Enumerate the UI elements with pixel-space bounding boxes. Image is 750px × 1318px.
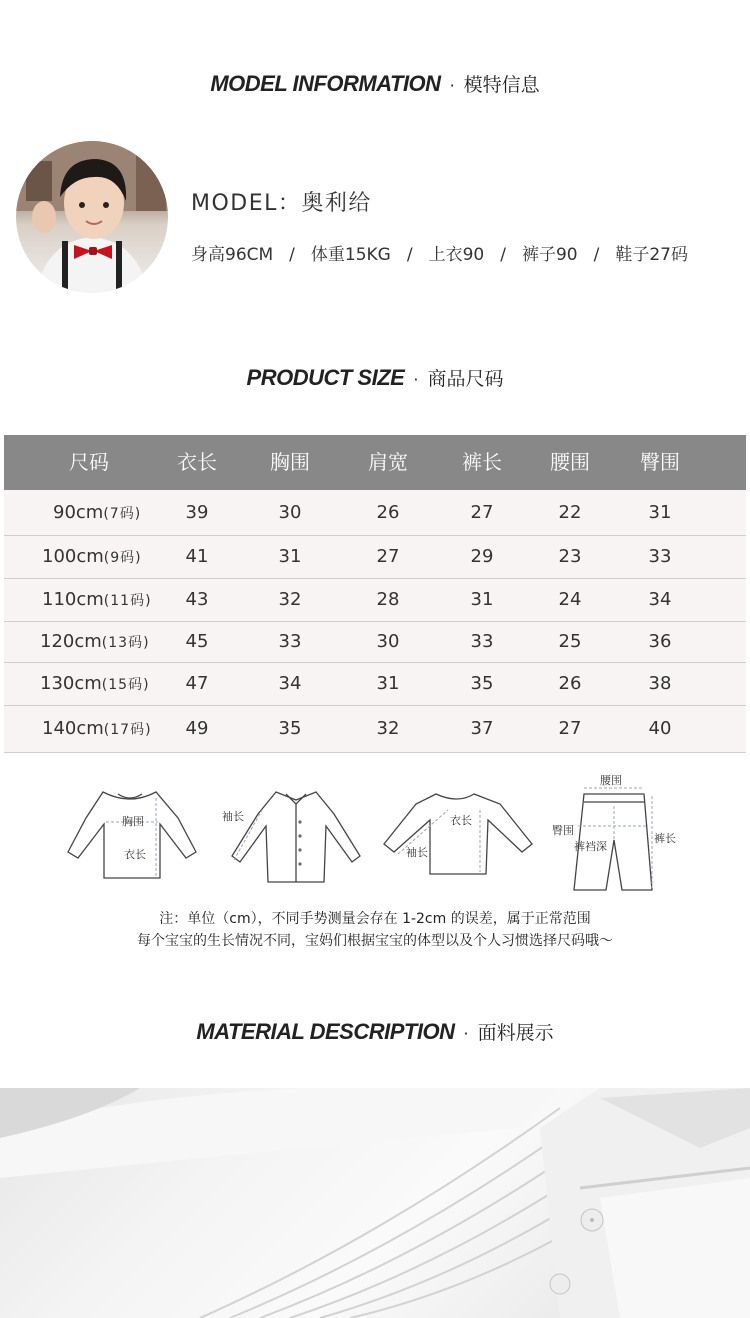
size-code: (13码) [101,635,150,651]
size-cell [42,536,142,579]
separator: / [500,245,506,265]
header-chest: 胸围 [270,450,310,474]
separator: / [289,245,295,265]
diagram-label-chest: 胸围 [122,815,144,828]
model-height: 身高96CM [191,245,274,265]
header-length: 衣长 [177,450,217,474]
measure-cell: 49 [185,718,209,739]
measure-cell: 38 [648,673,672,694]
size-cell [42,706,152,753]
measure-cell: 33 [470,631,494,652]
separator: / [406,245,413,265]
measure-cell: 31 [278,546,302,567]
measure-cell: 35 [278,718,302,739]
measure-cell: 34 [278,673,302,694]
header-hip: 臀围 [640,450,680,474]
measure-cell: 47 [185,673,209,694]
size-code: (7码) [103,506,142,522]
measure-cell: 34 [648,589,672,610]
size-cell [53,490,141,537]
diagram-label-rise: 裤裆深 [574,840,607,853]
size-value: 130cm [40,673,102,694]
measure-cell: 27 [470,502,494,523]
measure-cell: 33 [648,546,672,567]
model-top-size: 上衣90 [428,245,485,265]
diagram-label-length2: 衣长 [450,814,472,827]
measure-cell: 32 [278,589,302,610]
fabric-photo [0,1088,750,1318]
measure-cell: 24 [558,589,582,610]
title-dot: · [463,1024,469,1043]
model-section-title [0,70,750,97]
separator: / [593,245,600,265]
title-dot: · [413,370,419,389]
measure-cell: 32 [376,718,400,739]
size-notes [0,908,750,952]
size-title-en: PRODUCT SIZE [246,365,405,390]
size-cell [40,663,150,706]
measure-cell: 31 [648,502,672,523]
measure-cell: 43 [185,589,209,610]
size-value: 90cm [53,502,104,523]
measure-cell: 45 [185,631,209,652]
size-value: 110cm [42,589,104,610]
measurement-diagrams [0,770,750,895]
size-cell [42,579,152,622]
size-value: 120cm [40,631,102,652]
size-table [4,435,746,753]
model-photo [16,141,168,293]
title-dot: · [449,76,455,95]
measure-cell: 31 [470,589,494,610]
model-name: MODEL：奥利给 [191,191,372,216]
size-code: (11码) [103,593,152,609]
model-stats [191,240,688,265]
measure-cell: 31 [376,673,400,694]
note-line-1: 注：单位（cm），不同手势测量会存在 1-2cm 的误差，属于正常范围 [159,911,591,927]
table-row [4,490,746,536]
size-value: 100cm [42,546,104,567]
measure-cell: 35 [470,673,494,694]
model-shoe-size: 鞋子27码 [615,245,688,265]
measure-cell: 23 [558,546,582,567]
size-code: (15码) [101,677,150,693]
size-section-title [0,364,750,391]
measure-cell: 30 [278,502,302,523]
model-pants-size: 裤子90 [521,245,578,265]
table-row [4,622,746,663]
header-shoulder: 肩宽 [368,450,408,474]
measure-cell: 28 [376,589,400,610]
measure-cell: 36 [648,631,672,652]
diagram-label-sleeve2: 袖长 [406,846,428,859]
table-row [4,579,746,622]
size-code: (9码) [103,550,142,566]
measure-cell: 22 [558,502,582,523]
size-title-zh: 商品尺码 [427,368,504,390]
table-header [4,435,746,490]
tshirt-diagram [68,792,196,878]
diagram-label-length: 衣长 [124,848,146,861]
header-waist: 腰围 [550,450,590,474]
measure-cell: 33 [278,631,302,652]
header-size: 尺码 [69,450,109,474]
model-title-zh: 模特信息 [463,74,540,96]
measure-cell: 29 [470,546,494,567]
diagram-label-hip: 臀围 [552,824,574,837]
header-pants-length: 裤长 [462,450,502,474]
model-title-en: MODEL INFORMATION [210,71,441,96]
measure-cell: 40 [648,718,672,739]
table-row [4,536,746,579]
measure-cell: 39 [185,502,209,523]
diagram-label-pants-length: 裤长 [654,832,676,845]
material-section-title [0,1018,750,1045]
raglan-shirt-diagram [384,794,532,874]
model-weight: 体重15KG [310,245,391,265]
measure-cell: 41 [185,546,209,567]
table-row [4,663,746,706]
diagram-label-sleeve: 袖长 [222,810,244,823]
diagram-label-waist: 腰围 [600,774,622,787]
measure-cell: 26 [558,673,582,694]
measure-cell: 30 [376,631,400,652]
material-title-en: MATERIAL DESCRIPTION [196,1019,455,1044]
measure-cell: 27 [558,718,582,739]
material-title-zh: 面料展示 [477,1022,554,1044]
measure-cell: 27 [376,546,400,567]
note-line-2: 每个宝宝的生长情况不同，宝妈们根据宝宝的体型以及个人习惯选择尺码哦～ [137,933,613,949]
measure-cell: 37 [470,718,494,739]
measure-cell: 25 [558,631,582,652]
measure-cell: 26 [376,502,400,523]
size-value: 140cm [42,718,104,739]
size-code: (17码) [103,722,152,738]
table-row [4,706,746,753]
size-cell [40,622,150,663]
